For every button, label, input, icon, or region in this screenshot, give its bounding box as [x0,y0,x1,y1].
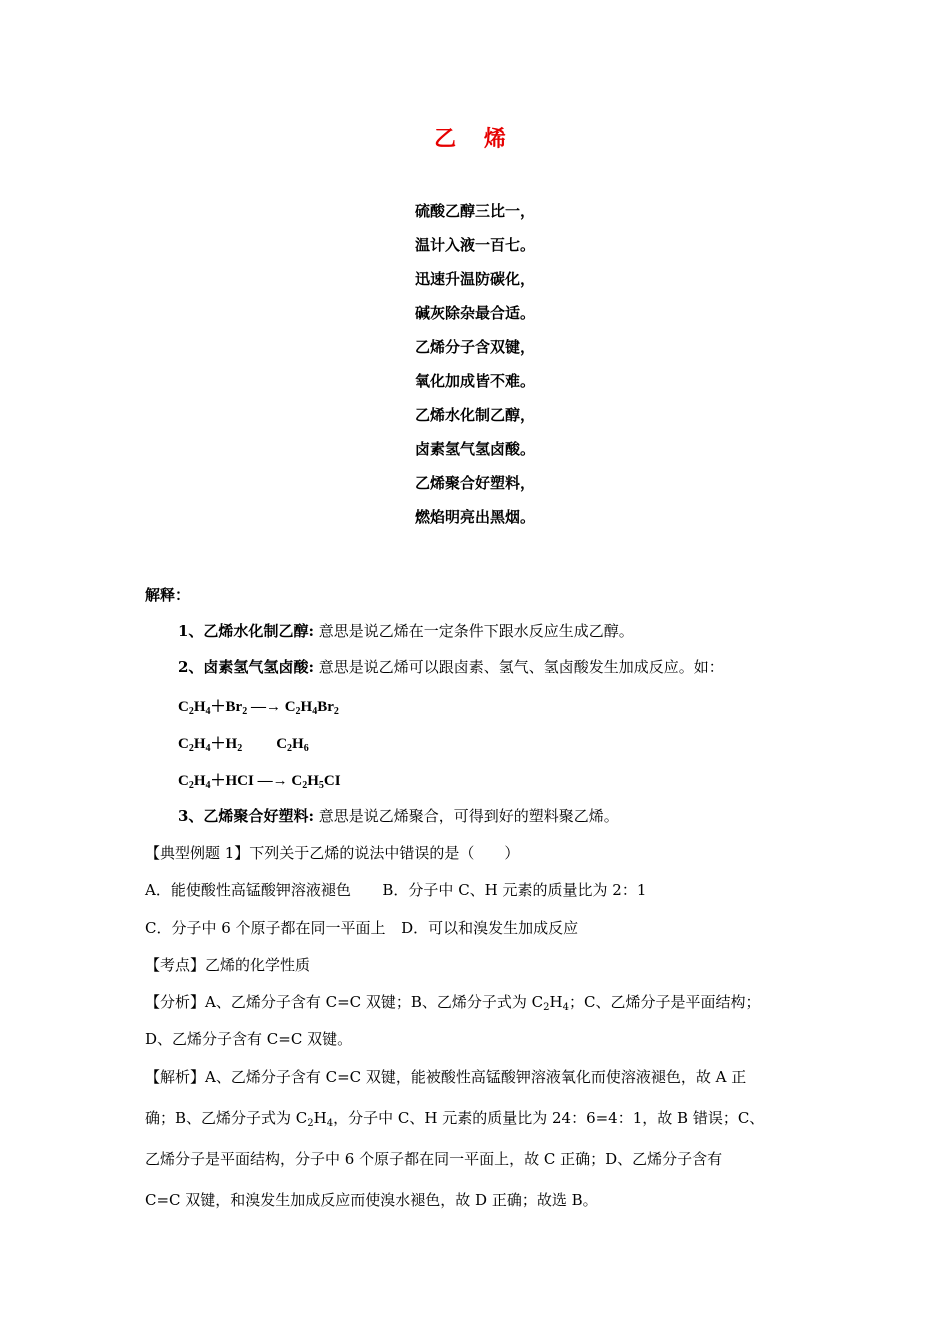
item-label: 2、卤素氢气氢卤酸: [178,658,314,676]
item-text: 意思是说乙烯聚合，可得到好的塑料聚乙烯。 [318,807,619,825]
equation-2: $C_2H_4+H_2$ $C_2H_6$ [178,736,309,754]
explain-heading: 解释： [145,586,191,604]
jiexi-line-2: 确；B、乙烯分子式为 $C_2H_4$，分子中 C、H 元素的质量比为 24：6=4：1，故 B 错误；C、 [145,1109,765,1129]
item-text: 意思是说乙烯可以跟卤素、氢气、氢卤酸发生加成反应。如： [318,658,724,676]
equation-1: $C_2H_4+Br_2$ —→ $C_2H_4Br_2$ [178,699,339,717]
item-label: 1、乙烯水化制乙醇: [178,622,314,640]
explain-item-1 [178,620,634,641]
jiexi-line-3: 乙烯分子是平面结构，分子中 6 个原子都在同一平面上，故 C 正确；D、乙烯分子含有 [145,1150,723,1168]
explain-item-3 [178,805,619,826]
explain-item-2 [178,656,724,677]
poem [0,198,950,538]
poem-line: 迅速升温防碳化， [414,270,535,288]
poem-line: 乙烯水化制乙醇， [414,406,535,424]
poem-line: 燃焰明亮出黑烟。 [414,508,535,526]
poem-line: 硫酸乙醇三比一， [414,202,535,220]
item-text: 意思是说乙烯在一定条件下跟水反应生成乙醇。 [318,622,634,640]
fenxi-line-2: D、乙烯分子含有 C=C 双键。 [145,1030,353,1048]
poem-line: 卤素氢气氢卤酸。 [414,440,535,458]
poem-line: 乙烯聚合好塑料， [414,474,535,492]
poem-line: 碱灰除杂最合适。 [414,304,535,322]
page-title: 乙 烯 [434,126,516,152]
options-row-2 [145,917,578,938]
poem-line: 温计入液一百七。 [414,236,535,254]
option-c: C．分子中 6 个原子都在同一平面上 [145,919,386,937]
jiexi-line-4: C=C 双键，和溴发生加成反应而使溴水褪色，故 D 正确；故选 B。 [145,1191,598,1209]
kaodian: 【考点】乙烯的化学性质 [145,956,311,974]
option-d: D．可以和溴发生加成反应 [401,919,579,937]
option-a: A．能使酸性高锰酸钾溶液褪色 [145,881,351,899]
example-header: 【典型例题 1】下列关于乙烯的说法中错误的是（ ） [145,844,520,862]
option-b: B．分子中 C、H 元素的质量比为 2：1 [382,881,647,899]
poem-line: 氧化加成皆不难。 [414,372,535,390]
poem-line: 乙烯分子含双键， [414,338,535,356]
jiexi-line-1: 【解析】A、乙烯分子含有 C=C 双键，能被酸性高锰酸钾溶液氧化而使溶液褪色，故 A 正 [145,1068,747,1086]
equation-3: $C_2H_4+HCI$ —→ $C_2H_5CI$ [178,773,341,791]
fenxi-line-1: 【分析】A、乙烯分子含有 C=C 双键；B、乙烯分子式为 $C_2H_4$；C、乙烯分子是平面结构； [145,993,761,1013]
options-row-1 [145,879,646,900]
item-label: 3、乙烯聚合好塑料: [178,807,314,825]
